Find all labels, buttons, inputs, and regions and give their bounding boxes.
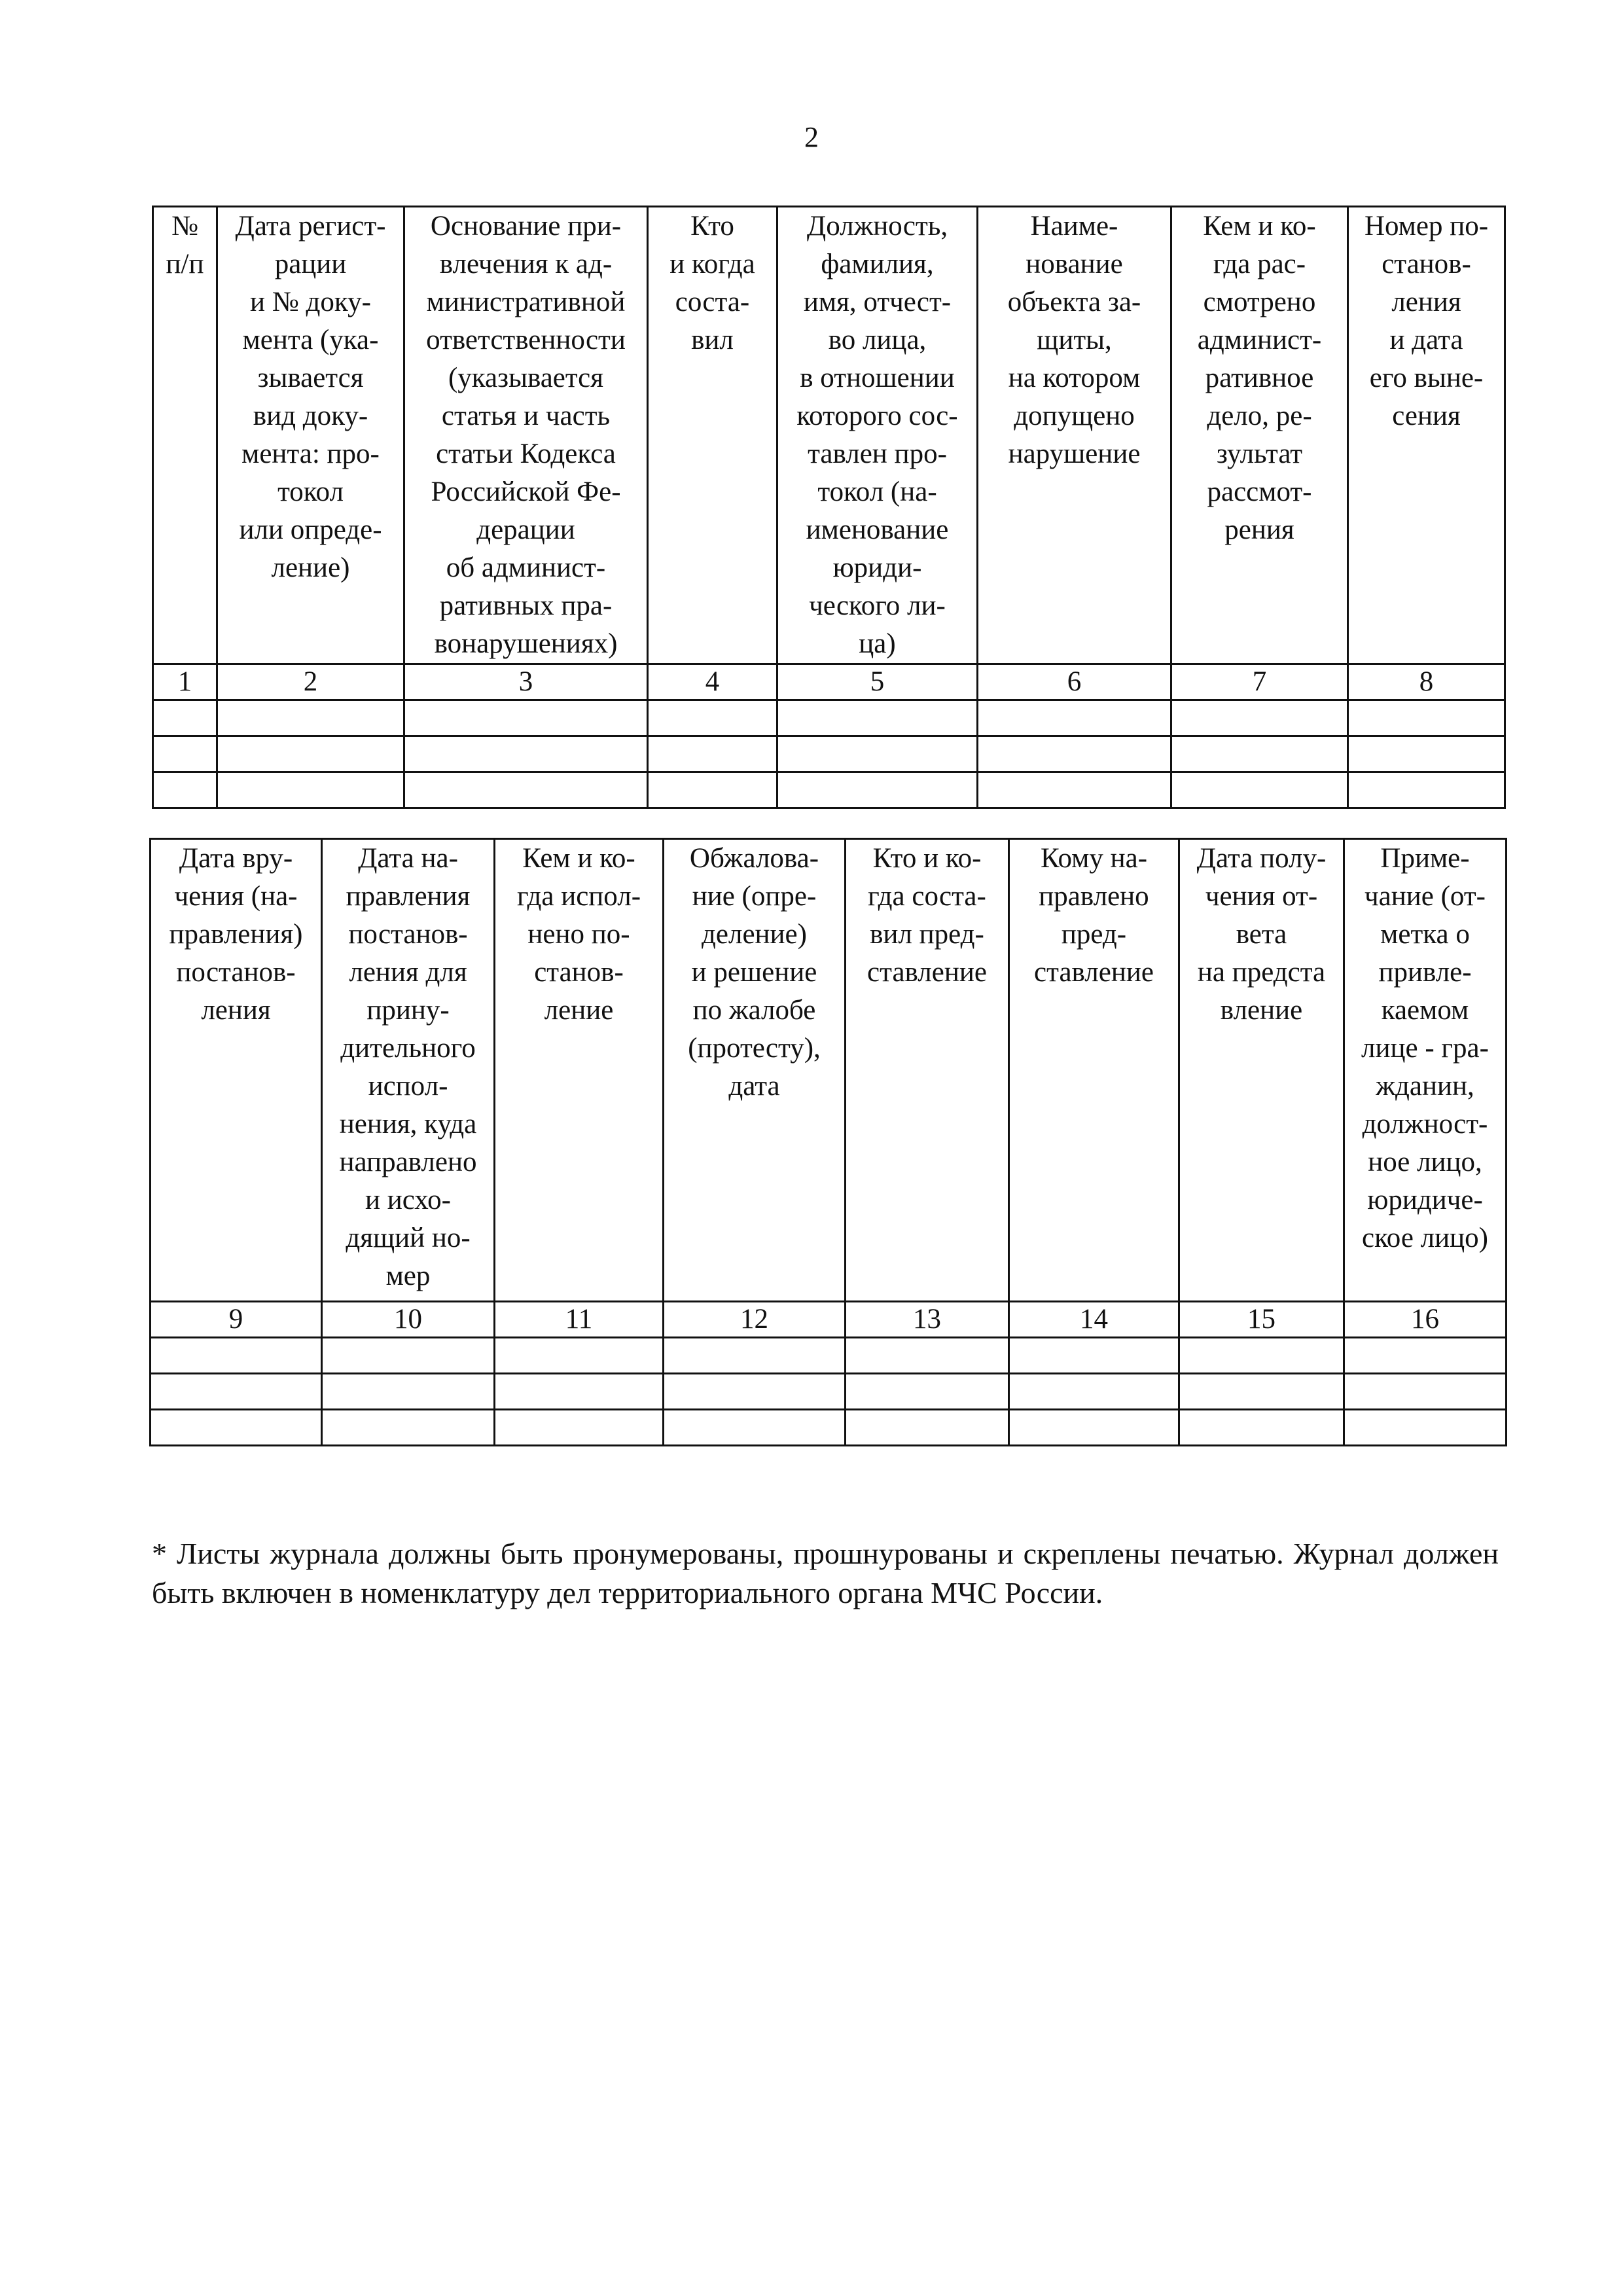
header-cell: Приме- чание (от- метка о привле- каемом лице - гра- жданин, должност- ное лицо, юридиче- ское лицо) — [1344, 839, 1507, 1302]
empty-cell — [404, 772, 648, 808]
column-number-cell: 12 — [664, 1302, 846, 1338]
empty-cell — [1344, 1338, 1507, 1374]
table-row — [153, 736, 1505, 772]
empty-cell — [1009, 1338, 1179, 1374]
empty-cell — [217, 772, 404, 808]
empty-cell — [648, 700, 777, 736]
empty-cell — [153, 700, 217, 736]
empty-cell — [664, 1338, 846, 1374]
header-cell: Наиме- нование объекта за- щиты, на котором допущено нарушение — [978, 207, 1171, 664]
empty-cell — [495, 1410, 664, 1446]
journal-table-bottom — [149, 838, 1507, 1446]
column-number-cell: 15 — [1179, 1302, 1344, 1338]
header-cell: Номер по- станов- ления и дата его выне- сения — [1348, 207, 1505, 664]
column-number-cell: 11 — [495, 1302, 664, 1338]
header-cell: Дата регист- рации и № доку- мента (ука- зывается вид доку- мента: про- токол или опреде- ление) — [217, 207, 404, 664]
table-row — [151, 1374, 1507, 1410]
column-number-cell: 9 — [151, 1302, 322, 1338]
empty-cell — [322, 1338, 495, 1374]
column-number-cell: 8 — [1348, 664, 1505, 700]
column-number-cell: 13 — [846, 1302, 1009, 1338]
journal-table-top — [152, 206, 1506, 809]
empty-cell — [151, 1374, 322, 1410]
empty-cell — [777, 700, 978, 736]
empty-cell — [153, 736, 217, 772]
header-cell: № п/п — [153, 207, 217, 664]
empty-cell — [217, 700, 404, 736]
empty-cell — [495, 1374, 664, 1410]
empty-cell — [322, 1374, 495, 1410]
column-number-row — [153, 664, 1505, 700]
empty-cell — [1179, 1374, 1344, 1410]
empty-cell — [322, 1410, 495, 1446]
empty-cell — [1348, 772, 1505, 808]
empty-cell — [978, 772, 1171, 808]
header-cell: Основание при- влечения к ад- министративной ответственности (указывается статья и часть статьи Кодекса Российской Фе- дерации об админист- ративных пра- вонарушениях) — [404, 207, 648, 664]
footnote: * Листы журнала должны быть пронумерованы, прошнурованы и скреплены печатью. Журнал должен быть включен в номенклатуру дел территориального органа МЧС России. — [152, 1537, 1499, 1609]
table-row — [153, 700, 1505, 736]
empty-cell — [1171, 700, 1348, 736]
empty-cell — [1179, 1338, 1344, 1374]
empty-cell — [404, 736, 648, 772]
header-cell: Кто и ко- гда соста- вил пред- ставление — [846, 839, 1009, 1302]
column-number-cell: 2 — [217, 664, 404, 700]
header-cell: Дата полу- чения от- вета на предста вление — [1179, 839, 1344, 1302]
column-number-cell: 14 — [1009, 1302, 1179, 1338]
empty-cell — [846, 1338, 1009, 1374]
header-cell: Кем и ко- гда испол- нено по- станов- ление — [495, 839, 664, 1302]
column-number-cell: 3 — [404, 664, 648, 700]
column-number-cell: 1 — [153, 664, 217, 700]
empty-cell — [1171, 736, 1348, 772]
empty-cell — [404, 700, 648, 736]
empty-cell — [664, 1374, 846, 1410]
column-number-cell: 4 — [648, 664, 777, 700]
empty-cell — [1171, 772, 1348, 808]
column-number-row — [151, 1302, 1507, 1338]
empty-cell — [1009, 1410, 1179, 1446]
empty-cell — [777, 772, 978, 808]
empty-cell — [153, 772, 217, 808]
header-cell: Дата вру- чения (на- правления) постанов- ления — [151, 839, 322, 1302]
empty-cell — [846, 1374, 1009, 1410]
empty-cell — [1348, 736, 1505, 772]
column-number-cell: 6 — [978, 664, 1171, 700]
header-cell: Обжалова- ние (опре- деление) и решение по жалобе (протесту), дата — [664, 839, 846, 1302]
empty-cell — [1348, 700, 1505, 736]
empty-cell — [978, 700, 1171, 736]
column-number-cell: 10 — [322, 1302, 495, 1338]
empty-cell — [846, 1410, 1009, 1446]
empty-cell — [1009, 1374, 1179, 1410]
empty-cell — [648, 736, 777, 772]
empty-cell — [978, 736, 1171, 772]
column-number-cell: 5 — [777, 664, 978, 700]
empty-cell — [151, 1338, 322, 1374]
table-row — [151, 1338, 1507, 1374]
header-cell: Кто и когда соста- вил — [648, 207, 777, 664]
empty-cell — [495, 1338, 664, 1374]
empty-cell — [217, 736, 404, 772]
header-cell: Должность, фамилия, имя, отчест- во лица, в отношении которого сос- тавлен про- токол (на- именование юриди- ческого ли- ца) — [777, 207, 978, 664]
column-number-cell: 7 — [1171, 664, 1348, 700]
header-cell: Дата на- правления постанов- ления для прину- дительного испол- нения, куда направлено и исхо- дящий но- мер — [322, 839, 495, 1302]
header-cell: Кому на- правлено пред- ставление — [1009, 839, 1179, 1302]
empty-cell — [664, 1410, 846, 1446]
empty-cell — [151, 1410, 322, 1446]
empty-cell — [648, 772, 777, 808]
header-row — [151, 839, 1507, 1302]
column-number-cell: 16 — [1344, 1302, 1507, 1338]
empty-cell — [777, 736, 978, 772]
table-row — [151, 1410, 1507, 1446]
header-cell: Кем и ко- гда рас- смотрено админист- ративное дело, ре- зультат рассмот- рения — [1171, 207, 1348, 664]
header-row — [153, 207, 1505, 664]
table-row — [153, 772, 1505, 808]
empty-cell — [1344, 1374, 1507, 1410]
empty-cell — [1179, 1410, 1344, 1446]
page-number: 2 — [804, 121, 819, 153]
empty-cell — [1344, 1410, 1507, 1446]
